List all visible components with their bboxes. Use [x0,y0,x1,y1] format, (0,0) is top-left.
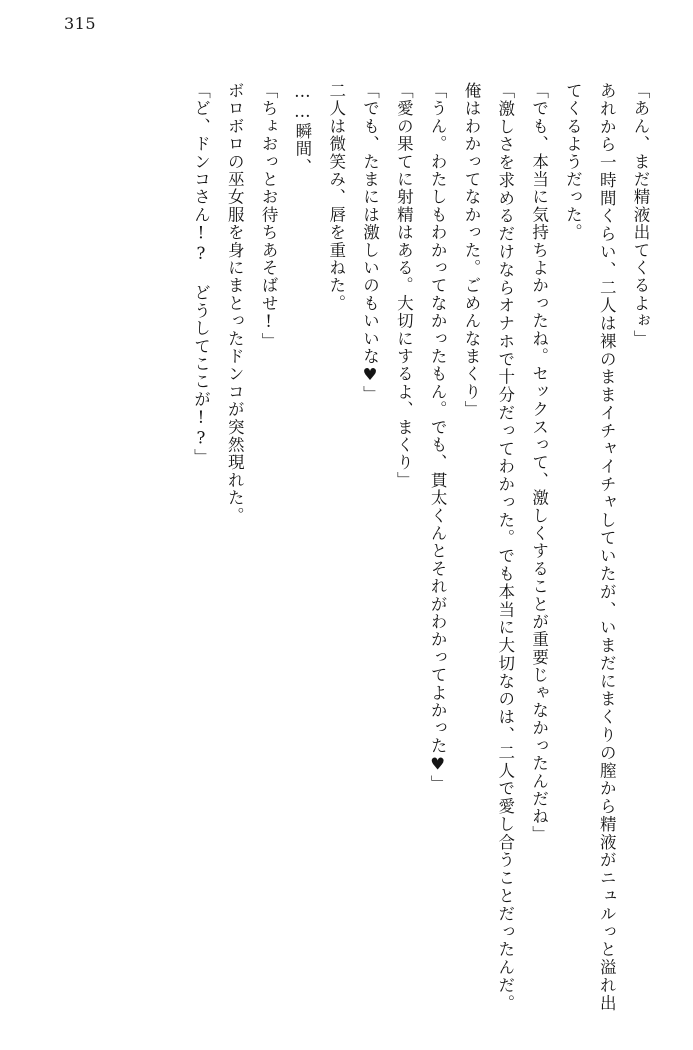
paragraph: ボロボロの巫女服を身にまとったドンコが突然現れた。 [225,82,245,525]
page-number: 315 [64,14,97,33]
paragraph: 「でも、たまには激しいのもいいな♥」 [360,82,380,404]
paragraph: ……瞬間、 [292,82,312,176]
paragraph: 二人は微笑み、唇を重ねた。 [326,82,346,313]
paragraph: 「でも、本当に気持ちよかったね。セックスって、激しくすることが重要じゃなかったんだね」 [529,82,549,844]
body-text-vertical [47,82,657,1012]
paragraph: 「ど、ドンコさん!? どうしてここが!?」 [191,82,211,467]
paragraph: 「あん、まだ精液出てくるよぉ」 [631,82,650,348]
paragraph: あれから一時間くらい、二人は裸のままイチャイチャしていたが、いまだにまくりの膣から精液がニュルっと溢れ出てくるようだった。 [563,82,617,1012]
paragraph: 「うん。わたしもわかってなかったもん。でも、貫太くんとそれがわかってよかった♥」 [428,82,448,793]
paragraph: 「愛の果てに射精はある。大切にするよ、まくり」 [394,82,414,490]
paragraph: 「激しさを求めるだけならオナホで十分だってわかった。でも本当に大切なのは、二人で愛し合うことだったんだ。俺はわかってなかった。ごめんなまくり」 [461,82,515,1012]
paragraph: 「ちょおっとお待ちあそばせ!」 [259,82,279,350]
